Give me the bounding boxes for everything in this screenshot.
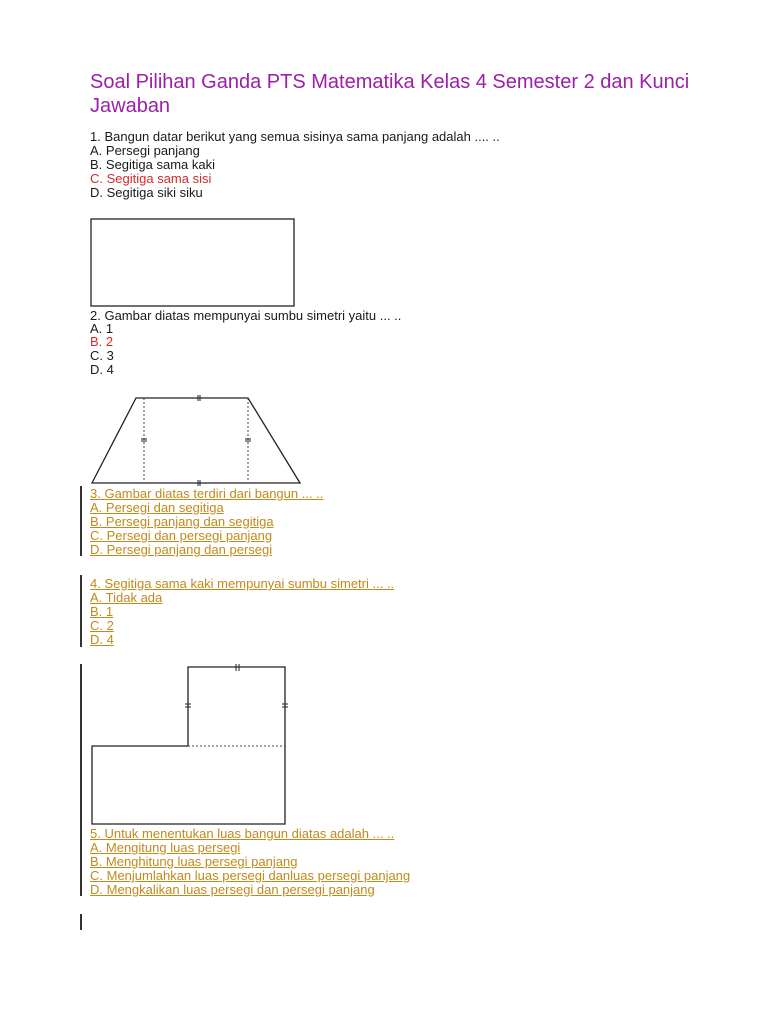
q2-option-b-answer: B. 2 xyxy=(90,334,114,349)
text-cursor xyxy=(80,914,82,930)
q1-option-a: A. Persegi panjang xyxy=(90,143,200,158)
q4-question[interactable]: 4. Segitiga sama kaki mempunyai sumbu simetri ... .. xyxy=(90,576,395,591)
q2-option-a: A. 1 xyxy=(90,321,114,336)
q3-left-bar xyxy=(80,486,82,556)
q5-option-b[interactable]: B. Menghitung luas persegi panjang xyxy=(90,854,298,869)
q3-question[interactable]: 3. Gambar diatas terdiri dari bangun ... .. xyxy=(90,486,324,501)
q3-option-b[interactable]: B. Persegi panjang dan segitiga xyxy=(90,514,274,529)
q2-option-c: C. 3 xyxy=(90,348,114,363)
q5-left-bar xyxy=(80,664,82,896)
q3-option-c[interactable]: C. Persegi dan persegi panjang xyxy=(90,528,273,543)
q4-option-d[interactable]: D. 4 xyxy=(90,632,114,647)
q4-left-bar xyxy=(80,575,82,647)
q3-option-a[interactable]: A. Persegi dan segitiga xyxy=(90,500,224,515)
q4-option-b[interactable]: B. 1 xyxy=(90,604,114,619)
q1-option-b: B. Segitiga sama kaki xyxy=(90,157,216,172)
composite-shape-figure xyxy=(90,664,290,829)
q1-option-c-answer: C. Segitiga sama sisi xyxy=(90,171,212,186)
rectangle-figure xyxy=(90,218,296,308)
q5-option-c[interactable]: C. Menjumlahkan luas persegi danluas persegi panjang xyxy=(90,868,411,883)
page-title: Soal Pilihan Ganda PTS Matematika Kelas 4 Semester 2 dan Kunci Jawaban xyxy=(90,71,690,117)
q2-question: 2. Gambar diatas mempunyai sumbu simetri yaitu ... .. xyxy=(90,308,402,323)
q3-option-d[interactable]: D. Persegi panjang dan persegi xyxy=(90,542,273,557)
q1-question: 1. Bangun datar berikut yang semua sisinya sama panjang adalah .... .. xyxy=(90,129,500,144)
q4-option-a[interactable]: A. Tidak ada xyxy=(90,590,163,605)
q5-option-d[interactable]: D. Mengkalikan luas persegi dan persegi panjang xyxy=(90,882,375,897)
q5-option-a[interactable]: A. Mengitung luas persegi xyxy=(90,840,241,855)
q2-option-d: D. 4 xyxy=(90,362,114,377)
q1-option-d: D. Segitiga siki siku xyxy=(90,185,203,200)
q4-option-c[interactable]: C. 2 xyxy=(90,618,114,633)
trapezoid-figure xyxy=(88,392,304,488)
q5-question[interactable]: 5. Untuk menentukan luas bangun diatas adalah ... .. xyxy=(90,826,395,841)
